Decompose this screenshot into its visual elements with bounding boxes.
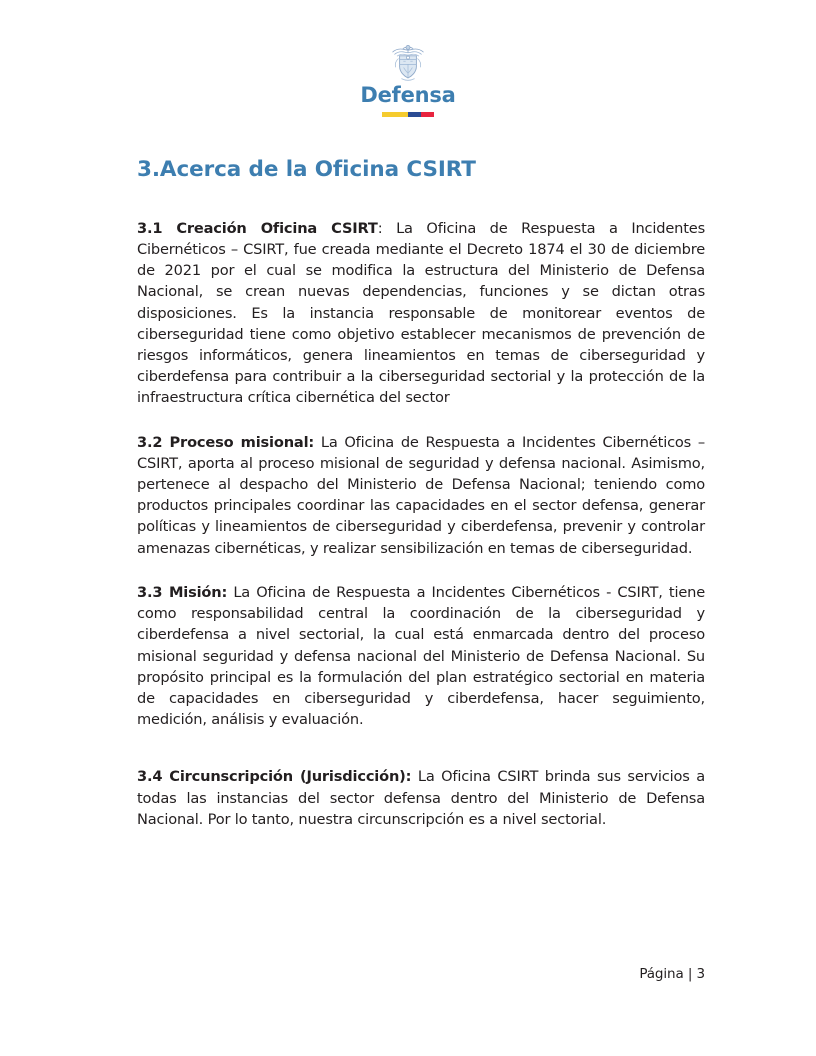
flag-stripe-blue — [408, 112, 421, 117]
defensa-wordmark: Defensa — [360, 83, 456, 107]
section-body-3-4: La Oficina CSIRT brinda sus servicios a todas las instancias del sector defensa dentro del Ministerio de Defensa Nacional. Por lo tanto, nuestra circunscripción es a nivel sectorial. — [137, 768, 705, 828]
section-lead-3-1: 3.1 Creación Oficina CSIRT — [137, 219, 378, 237]
section-lead-3-4: 3.4 Circunscripción (Jurisdicción): — [137, 768, 412, 786]
section-lead-separator-3-1: : — [377, 219, 397, 237]
document-body — [137, 158, 705, 830]
section-body-3-1: La Oficina de Respuesta a Incidentes Cibernéticos – CSIRT, fue creada mediante el Decreto 1874 el 30 de diciembre de 2021 por el cual se modifica la estructura del Ministerio de Defensa Nacional, se crean nuevas dependencias, funciones y se dictan otras disposiciones. Es la instancia responsable de monitorear eventos de ciberseguridad tiene como objetivo establecer mecanismos de prevención de riesgos informáticos, genera lineamientos en temas de ciberseguridad y ciberdefensa para contribuir a la ciberseguridad sectorial y la protección de la infraestructura crítica cibernética del sector — [137, 219, 705, 407]
flag-stripe-yellow — [382, 112, 408, 117]
document-header — [0, 44, 816, 117]
section-paragraph-3-3 — [137, 582, 705, 731]
section-lead-separator-3-2 — [314, 434, 321, 451]
section-lead-3-3: 3.3 Misión: — [137, 583, 228, 601]
colombia-flag-bar — [382, 112, 434, 117]
colombia-coat-of-arms-icon — [386, 44, 430, 83]
section-paragraph-3-2 — [137, 432, 705, 559]
section-paragraph-3-4 — [137, 766, 705, 830]
section-body-3-2: La Oficina de Respuesta a Incidentes Cibernéticos – CSIRT, aporta al proceso misional de seguridad y defensa nacional. Asimismo, pertenece al despacho del Ministerio de Defensa Nacional; teniendo como productos principales coordinar las capacidades en el sector defensa, generar políticas y lineamientos de ciberseguridad y ciberdefensa, prevenir y controlar amenazas cibernéticas, y realizar sensibilización en temas de ciberseguridad. — [137, 433, 706, 557]
page-title: 3.Acerca de la Oficina CSIRT — [137, 157, 476, 182]
flag-stripe-red — [421, 112, 434, 117]
page-footer — [0, 966, 816, 982]
section-paragraph-3-1 — [137, 218, 705, 409]
section-body-3-3: La Oficina de Respuesta a Incidentes Cibernéticos - CSIRT, tiene como responsabilidad central la coordinación de la ciberseguridad y ciberdefensa a nivel sectorial, la cual está enmarcada dentro del proceso misional seguridad y defensa nacional del Ministerio de Defensa Nacional. Su propósito principal es la formulación del plan estratégico sectorial en materia de capacidades en ciberseguridad y ciberdefensa, hacer seguimiento, medición, análisis y evaluación. — [137, 583, 705, 729]
page-number-label: Página | 3 — [639, 966, 705, 982]
section-lead-3-2: 3.2 Proceso misional: — [137, 433, 315, 451]
